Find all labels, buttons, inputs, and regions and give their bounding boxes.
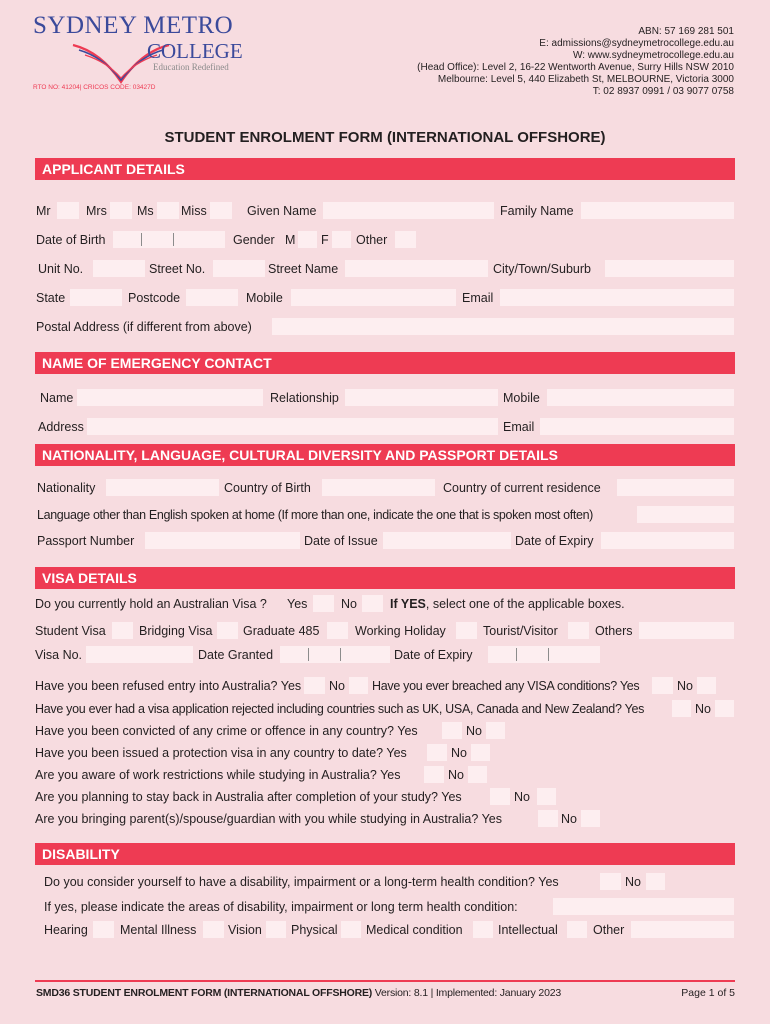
street-name-field[interactable] bbox=[345, 260, 488, 277]
checkbox-tourist[interactable] bbox=[568, 622, 589, 639]
label-q-rejected bbox=[35, 702, 644, 716]
logo-title: SYDNEY METRO bbox=[33, 12, 234, 39]
q-refused-yes: Yes bbox=[280, 679, 302, 693]
label-bridging-visa: Bridging Visa bbox=[139, 624, 213, 638]
q-rejected-text: Have you ever had a visa application rejected including countries such as UK, USA, Canada and New Zealand? bbox=[35, 702, 622, 716]
q-restrictions-text: Are you aware of work restrictions while studying in Australia? bbox=[35, 768, 377, 782]
label-no: No bbox=[341, 597, 357, 611]
checkbox-mr[interactable] bbox=[57, 202, 79, 219]
logo-tagline: Education Redefined bbox=[153, 62, 229, 72]
checkbox-hearing[interactable] bbox=[93, 921, 114, 938]
label-student-visa: Student Visa bbox=[35, 624, 106, 638]
label-emergency-address: Address bbox=[38, 420, 84, 434]
label-passport: Passport Number bbox=[37, 534, 135, 548]
label-breached-no: No bbox=[677, 679, 693, 693]
label-q-restrictions bbox=[35, 768, 400, 782]
checkbox-rejected-no[interactable] bbox=[715, 700, 734, 717]
label-date-expiry: Date of Expiry bbox=[515, 534, 594, 548]
date-issue-field[interactable] bbox=[383, 532, 511, 549]
label-mobile: Mobile bbox=[246, 291, 283, 305]
label-email: Email bbox=[462, 291, 494, 305]
label-q-hold-visa: Do you currently hold an Australian Visa ? bbox=[35, 597, 267, 611]
city-field[interactable] bbox=[605, 260, 734, 277]
checkbox-refused-yes[interactable] bbox=[304, 677, 325, 694]
checkbox-mental[interactable] bbox=[203, 921, 224, 938]
relationship-field[interactable] bbox=[345, 389, 498, 406]
contact-phone: T: 02 8937 0991 / 03 9077 0758 bbox=[592, 86, 734, 97]
q-stay-yes: Yes bbox=[441, 790, 462, 804]
visa-expiry-field[interactable] bbox=[488, 646, 600, 663]
label-protection-no: No bbox=[451, 746, 467, 760]
postal-address-field[interactable] bbox=[272, 318, 734, 335]
given-name-field[interactable] bbox=[323, 202, 494, 219]
label-visa-expiry: Date of Expiry bbox=[394, 648, 473, 662]
q-parents-text: Are you bringing parent(s)/spouse/guardian with you while studying in Australia? bbox=[35, 812, 479, 826]
label-rejected-no: No bbox=[695, 702, 711, 716]
checkbox-parents-no[interactable] bbox=[581, 810, 600, 827]
checkbox-convicted-no[interactable] bbox=[486, 722, 505, 739]
email-field[interactable] bbox=[500, 289, 734, 306]
checkbox-medical[interactable] bbox=[473, 921, 493, 938]
emergency-address-field[interactable] bbox=[87, 418, 498, 435]
footer-rule bbox=[35, 980, 735, 982]
checkbox-refused-no[interactable] bbox=[349, 677, 368, 694]
checkbox-gender-f[interactable] bbox=[332, 231, 351, 248]
logo-college: COLLEGE bbox=[147, 39, 243, 63]
label-emergency-mobile: Mobile bbox=[503, 391, 540, 405]
q-stay-text: Are you planning to stay back in Australia after completion of your study? bbox=[35, 790, 439, 804]
date-separator bbox=[308, 648, 309, 661]
if-yes-bold: If YES bbox=[390, 597, 426, 611]
label-if-yes bbox=[390, 597, 625, 611]
label-intellectual: Intellectual bbox=[498, 923, 558, 937]
label-gender-other: Other bbox=[356, 233, 388, 247]
header-contact bbox=[417, 26, 734, 98]
logo bbox=[33, 12, 248, 92]
label-q-disability bbox=[44, 875, 559, 889]
checkbox-parents-yes[interactable] bbox=[538, 810, 558, 827]
label-restrictions-no: No bbox=[448, 768, 464, 782]
footer-text bbox=[36, 987, 561, 999]
checkbox-hold-no[interactable] bbox=[362, 595, 383, 612]
section-title: DISABILITY bbox=[42, 846, 120, 862]
label-vision: Vision bbox=[228, 923, 262, 937]
label-emergency-name: Name bbox=[40, 391, 74, 405]
label-working-holiday: Working Holiday bbox=[355, 624, 446, 638]
checkbox-intellectual[interactable] bbox=[567, 921, 587, 938]
checkbox-gender-other[interactable] bbox=[395, 231, 416, 248]
rto-code: RTO NO: 41204| CRICOS CODE: 03427D bbox=[33, 84, 156, 91]
checkbox-gender-m[interactable] bbox=[298, 231, 317, 248]
section-title: NAME OF EMERGENCY CONTACT bbox=[42, 355, 272, 371]
mobile-field[interactable] bbox=[291, 289, 456, 306]
contact-web: W: www.sydneymetrocollege.edu.au bbox=[572, 50, 734, 61]
label-relationship: Relationship bbox=[270, 391, 339, 405]
label-yes: Yes bbox=[287, 597, 308, 611]
label-disability-no: No bbox=[625, 875, 641, 889]
section-applicant bbox=[35, 158, 735, 180]
q-refused-text: Have you been refused entry into Australia? bbox=[35, 679, 278, 693]
unit-no-field[interactable] bbox=[93, 260, 145, 277]
label-nationality: Nationality bbox=[37, 481, 96, 495]
label-dob: Date of Birth bbox=[36, 233, 106, 247]
emergency-mobile-field[interactable] bbox=[547, 389, 734, 406]
nationality-field[interactable] bbox=[106, 479, 219, 496]
contact-abn: ABN: 57 169 281 501 bbox=[638, 26, 734, 37]
q-rejected-yes: Yes bbox=[624, 702, 645, 716]
label-state: State bbox=[36, 291, 66, 305]
passport-field[interactable] bbox=[145, 532, 300, 549]
contact-email: E: admissions@sydneymetrocollege.edu.au bbox=[539, 38, 734, 49]
date-granted-field[interactable] bbox=[280, 646, 390, 663]
checkbox-breached-no[interactable] bbox=[697, 677, 716, 694]
section-emergency bbox=[35, 352, 735, 374]
checkbox-protection-yes[interactable] bbox=[427, 744, 447, 761]
street-no-field[interactable] bbox=[213, 260, 265, 277]
label-unit-no: Unit No. bbox=[38, 262, 84, 276]
label-family-name: Family Name bbox=[500, 204, 574, 218]
checkbox-hold-yes[interactable] bbox=[313, 595, 334, 612]
label-q-convicted bbox=[35, 724, 418, 738]
section-title: VISA DETAILS bbox=[42, 570, 137, 586]
label-city: City/Town/Suburb bbox=[493, 262, 591, 276]
section-title: NATIONALITY, LANGUAGE, CULTURAL DIVERSITY AND PASSPORT DETAILS bbox=[42, 447, 558, 463]
disability-areas-field[interactable] bbox=[553, 898, 734, 915]
passport-expiry-field[interactable] bbox=[601, 532, 734, 549]
label-miss: Miss bbox=[181, 204, 207, 218]
checkbox-disability-no[interactable] bbox=[646, 873, 665, 890]
date-separator bbox=[516, 648, 517, 661]
label-others: Others bbox=[595, 624, 633, 638]
contact-head-office: (Head Office): Level 2, 16-22 Wentworth Avenue, Surry Hills NSW 2010 bbox=[417, 62, 734, 73]
section-nationality bbox=[35, 444, 735, 466]
checkbox-vision[interactable] bbox=[266, 921, 286, 938]
checkbox-breached-yes[interactable] bbox=[652, 677, 673, 694]
label-date-granted: Date Granted bbox=[198, 648, 274, 662]
section-title: APPLICANT DETAILS bbox=[42, 161, 185, 177]
disability-other-field[interactable] bbox=[631, 921, 734, 938]
checkbox-student-visa[interactable] bbox=[112, 622, 133, 639]
dob-separator bbox=[141, 233, 142, 246]
q-breached-yes: Yes bbox=[619, 679, 640, 693]
footer-page: Page 1 of 5 bbox=[681, 987, 735, 999]
label-stay-no: No bbox=[514, 790, 530, 804]
checkbox-physical[interactable] bbox=[341, 921, 361, 938]
checkbox-restrictions-no[interactable] bbox=[468, 766, 487, 783]
label-refused-no: No bbox=[329, 679, 345, 693]
q-disability-text: Do you consider yourself to have a disability, impairment or a long-term health condition? bbox=[44, 875, 535, 889]
label-language: Language other than English spoken at home (If more than one, indicate the one that is spoken most often) bbox=[37, 508, 593, 522]
emergency-email-field[interactable] bbox=[540, 418, 734, 435]
label-country-residence: Country of current residence bbox=[443, 481, 601, 495]
if-yes-rest: , select one of the applicable boxes. bbox=[425, 597, 625, 611]
label-graduate: Graduate 485 bbox=[243, 624, 320, 638]
checkbox-miss[interactable] bbox=[210, 202, 232, 219]
label-physical: Physical bbox=[291, 923, 338, 937]
q-protection-text: Have you been issued a protection visa in any country to date? bbox=[35, 746, 384, 760]
checkbox-convicted-yes[interactable] bbox=[442, 722, 462, 739]
emergency-name-field[interactable] bbox=[77, 389, 263, 406]
label-country-birth: Country of Birth bbox=[224, 481, 311, 495]
dob-separator bbox=[173, 233, 174, 246]
country-residence-field[interactable] bbox=[617, 479, 734, 496]
checkbox-working-holiday[interactable] bbox=[456, 622, 477, 639]
label-disability-other: Other bbox=[593, 923, 625, 937]
checkbox-protection-no[interactable] bbox=[471, 744, 490, 761]
label-mrs: Mrs bbox=[86, 204, 107, 218]
label-q-protection bbox=[35, 746, 407, 760]
checkbox-stay-yes[interactable] bbox=[490, 788, 510, 805]
label-q-parents bbox=[35, 812, 502, 826]
label-hearing: Hearing bbox=[44, 923, 88, 937]
label-medical: Medical condition bbox=[366, 923, 463, 937]
q-convicted-text: Have you been convicted of any crime or offence in any country? bbox=[35, 724, 395, 738]
visa-no-field[interactable] bbox=[86, 646, 193, 663]
checkbox-restrictions-yes[interactable] bbox=[424, 766, 444, 783]
q-disability-yes: Yes bbox=[538, 875, 559, 889]
label-convicted-no: No bbox=[466, 724, 482, 738]
label-parents-no: No bbox=[561, 812, 577, 826]
q-protection-yes: Yes bbox=[386, 746, 407, 760]
q-breached-text: Have you ever breached any VISA conditions? bbox=[372, 679, 617, 693]
label-gender: Gender bbox=[233, 233, 275, 247]
label-ms: Ms bbox=[137, 204, 154, 218]
others-field[interactable] bbox=[639, 622, 734, 639]
dob-field[interactable] bbox=[113, 231, 225, 248]
label-mr: Mr bbox=[36, 204, 51, 218]
label-gender-f: F bbox=[321, 233, 329, 247]
country-birth-field[interactable] bbox=[322, 479, 435, 496]
contact-melbourne: Melbourne: Level 5, 440 Elizabeth St, MELBOURNE, Victoria 3000 bbox=[437, 74, 734, 85]
section-visa bbox=[35, 567, 735, 589]
checkbox-ms[interactable] bbox=[157, 202, 179, 219]
checkbox-rejected-yes[interactable] bbox=[672, 700, 691, 717]
q-parents-yes: Yes bbox=[481, 812, 502, 826]
language-field[interactable] bbox=[637, 506, 734, 523]
postcode-field[interactable] bbox=[186, 289, 238, 306]
label-street-name: Street Name bbox=[268, 262, 339, 276]
footer-form-code: SMD36 STUDENT ENROLMENT FORM (INTERNATIONAL OFFSHORE) bbox=[36, 987, 373, 999]
checkbox-stay-no[interactable] bbox=[537, 788, 556, 805]
label-postcode: Postcode bbox=[128, 291, 181, 305]
label-postal-address: Postal Address (if different from above) bbox=[36, 320, 252, 334]
checkbox-graduate[interactable] bbox=[327, 622, 348, 639]
label-gender-m: M bbox=[285, 233, 296, 247]
checkbox-bridging-visa[interactable] bbox=[217, 622, 238, 639]
q-convicted-yes: Yes bbox=[397, 724, 418, 738]
label-date-issue: Date of Issue bbox=[304, 534, 378, 548]
checkbox-disability-yes[interactable] bbox=[600, 873, 621, 890]
q-restrictions-yes: Yes bbox=[380, 768, 401, 782]
form-title: STUDENT ENROLMENT FORM (INTERNATIONAL OFFSHORE) bbox=[164, 129, 606, 146]
date-separator bbox=[548, 648, 549, 661]
label-given-name: Given Name bbox=[247, 204, 317, 218]
section-disability bbox=[35, 843, 735, 865]
label-visa-no: Visa No. bbox=[35, 648, 83, 662]
checkbox-mrs[interactable] bbox=[110, 202, 132, 219]
label-q-areas: If yes, please indicate the areas of disability, impairment or long term health condition: bbox=[44, 900, 518, 914]
date-separator bbox=[340, 648, 341, 661]
footer-version: Version: 8.1 | Implemented: January 2023 bbox=[372, 987, 561, 999]
state-field[interactable] bbox=[70, 289, 122, 306]
label-tourist: Tourist/Visitor bbox=[483, 624, 558, 638]
label-q-breached bbox=[372, 679, 639, 693]
family-name-field[interactable] bbox=[581, 202, 734, 219]
label-mental: Mental Illness bbox=[120, 923, 197, 937]
label-street-no: Street No. bbox=[149, 262, 206, 276]
label-q-refused bbox=[35, 679, 301, 693]
label-emergency-email: Email bbox=[503, 420, 535, 434]
label-q-stay bbox=[35, 790, 462, 804]
